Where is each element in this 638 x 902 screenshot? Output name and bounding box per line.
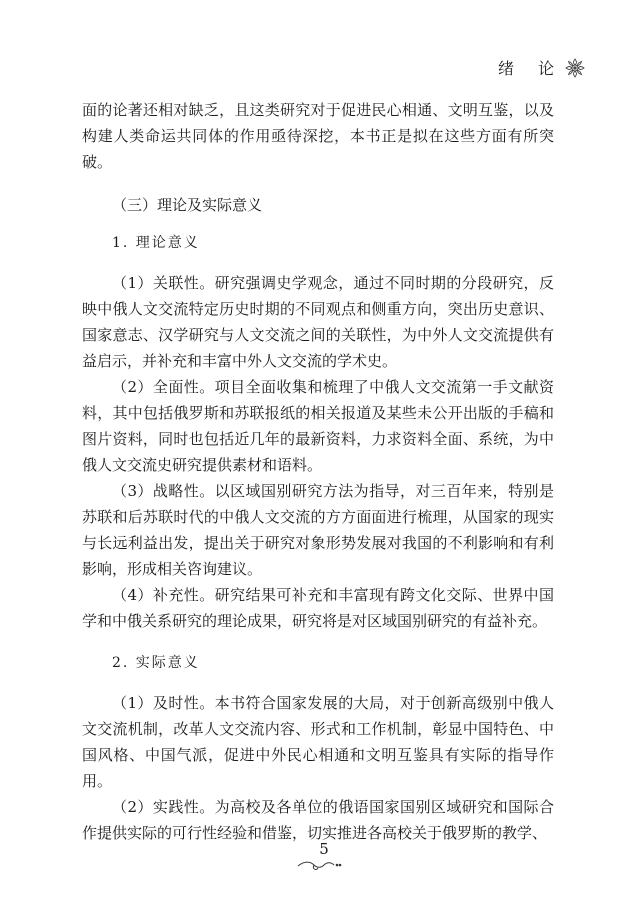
practice-paragraphs: [82, 690, 554, 846]
practice-paragraph-1: （1）及时性。本书符合国家发展的大局，对于创新高级别中俄人文交流机制，改革人文交流内容、形式和工作机制，彰显中国特色、中国风格、中国气派，促进中外民心相通和文明互鉴具有实际的指导作用。: [82, 694, 554, 790]
header-title-part1: 绪: [497, 59, 514, 78]
intro-paragraph: 面的论著还相对缺乏，且这类研究对于促进民心相通、文明互鉴，以及构建人类命运共同体的作用亟待深挖，本书正是拟在这些方面有所突破。: [82, 101, 554, 171]
page-body: [82, 97, 554, 846]
running-header: [498, 56, 586, 79]
page-number: 5: [319, 840, 329, 858]
section-heading: （三）理论及实际意义: [112, 196, 263, 214]
page-footer: [0, 840, 638, 874]
header-title: [498, 56, 554, 79]
practice-paragraph-2: （2）实践性。为高校及各单位的俄语国家国别区域研究和国际合作提供实际的可行性经验和借鉴，切实推进各高校关于俄罗斯的教学、: [82, 798, 554, 842]
theory-paragraph-3: （3）战略性。以区域国别研究方法为指导，对三百年来，特别是苏联和后苏联时代的中俄人文交流的方方面面进行梳理，从国家的现实与长远利益出发，提出关于研究对象形势发展对我国的不利影响和有利影响，形成相关咨询建议。: [82, 482, 554, 578]
header-title-part2: 论: [537, 59, 554, 78]
practice-heading: 2. 实际意义: [112, 655, 200, 671]
theory-heading: 1. 理论意义: [112, 235, 200, 251]
theory-paragraphs: [82, 270, 554, 634]
flower-ornament-icon: [564, 57, 586, 79]
theory-paragraph-1: （1）关联性。研究强调史学观念，通过不同时期的分段研究，反映中俄人文交流特定历史时期的不同观点和侧重方向，突出历史意识、国家意志、汉学研究与人文交流之间的关联性，为中外人文交流提供有益启示，并补充和丰富中外人文交流的学术史。: [82, 274, 554, 370]
scroll-ornament-icon: [296, 858, 342, 874]
theory-paragraph-4: （4）补充性。研究结果可补充和丰富现有跨文化交际、世界中国学和中俄关系研究的理论成果，研究将是对区域国别研究的有益补充。: [82, 586, 554, 630]
theory-paragraph-2: （2）全面性。项目全面收集和梳理了中俄人文交流第一手文献资料，其中包括俄罗斯和苏联报纸的相关报道及某些未公开出版的手稿和图片资料，同时也包括近几年的最新资料，力求资料全面、系统，为中俄人文交流史研究提供素材和语料。: [82, 378, 554, 474]
